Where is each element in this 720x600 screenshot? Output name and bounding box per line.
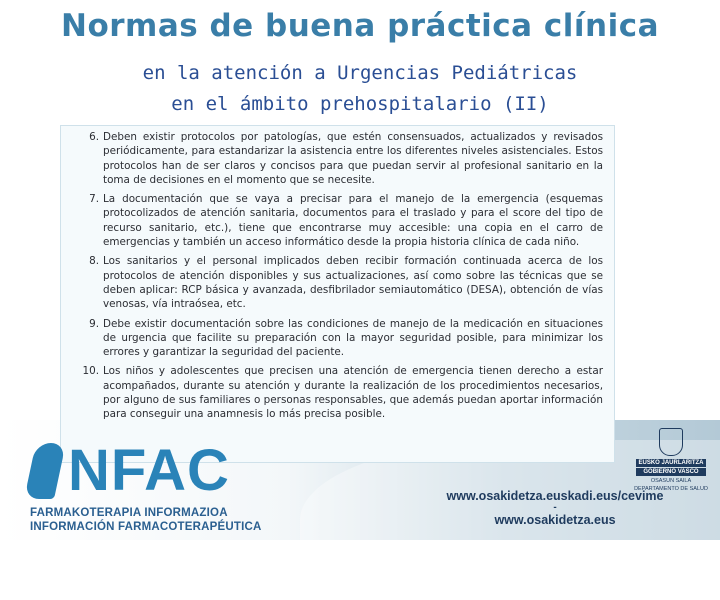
gov-dept-basque: OSASUN SAILA — [650, 478, 692, 484]
logo-name-text: NFAC — [68, 438, 230, 503]
gov-dept-spanish: DEPARTAMENTO DE SALUD — [634, 486, 708, 492]
osakidetza-url-link[interactable]: www.osakidetza.eus — [494, 513, 616, 527]
item-text: La documentación que se vaya a precisar para el manejo de la emergencia (esquemas protocolizados de atención sanitaria, documentos para el traslado y para el score del tipo de recurso sanitario, etc.), tiene que encontrarse muy accesible: una copia en el carro de emergencias y también un acceso informático desde la propia historia clínica de cada niño. — [103, 193, 603, 249]
item-text: Los sanitarios y el personal implicados deben recibir formación continuada acerca de los protocolos de atención disponibles y sus actualizaciones, así como sobre las técnicas que se deben aplicar: RCP básica y avanzada, desfibrilador semiautomático (DESA), obtención de vías venosas, vía intraósea, etc. — [103, 255, 603, 311]
drop-shape-icon — [24, 443, 66, 499]
basque-government-logo — [632, 428, 710, 493]
guideline-item-8 — [81, 254, 603, 311]
nfac-logo — [30, 438, 262, 534]
item-text: Debe existir documentación sobre las condiciones de manejo de la medicación en situaciones de urgencia que facilite su preparación con la mayor seguridad posible, para minimizar los errores y garantizar la seguridad del paciente. — [103, 317, 603, 359]
item-number: 10. — [82, 365, 99, 378]
logo-line-basque: FARMAKOTERAPIA INFORMAZIOA — [30, 507, 228, 519]
shield-crest-icon — [659, 428, 683, 456]
guideline-item-6 — [81, 130, 603, 187]
item-number: 8. — [89, 255, 99, 268]
item-text: Los niños y adolescentes que precisen una atención de emergencia tienen derecho a estar acompañados, durante su atención y durante la realización de los procedimientos necesarios, por alguno de sus familiares o personas responsables, que además puedan aportar información para conseguir una anamnesis lo más precisa posible. — [103, 365, 603, 421]
item-number: 9. — [89, 317, 99, 330]
slide-subtitle-line1: en la atención a Urgencias Pediátricas — [142, 62, 578, 84]
footer-urls — [400, 488, 710, 528]
gov-line-spanish: GOBIERNO VASCO — [636, 468, 706, 476]
item-number: 7. — [89, 193, 99, 206]
guideline-item-10 — [81, 364, 603, 421]
cevime-url-link[interactable]: www.osakidetza.euskadi.eus/cevime — [446, 489, 664, 503]
guideline-item-7 — [81, 192, 603, 249]
gov-line-basque: EUSKO JAURLARITZA — [636, 459, 706, 467]
item-number: 6. — [89, 131, 99, 143]
slide-title: Normas de buena práctica clínica — [61, 8, 659, 44]
guidelines-document — [60, 125, 615, 463]
logo-wordmark — [30, 438, 262, 503]
logo-line-spanish: INFORMACIÓN FARMACOTERAPÉUTICA — [30, 521, 262, 533]
item-text: Deben existir protocolos por patologías, que estén consensuados, actualizados y revisados periódicamente, para estandarizar la asistencia entre los diferentes niveles asistenciales. Estos protocolos han de ser claros y concisos para que puedan servir al profesional sanitario en la toma de decisiones en el momento que se necesite. — [103, 131, 603, 186]
guideline-item-9 — [81, 317, 603, 360]
url-separator: - — [553, 502, 557, 513]
slide-subtitle-line2: en el ámbito prehospitalario (II) — [171, 93, 549, 115]
